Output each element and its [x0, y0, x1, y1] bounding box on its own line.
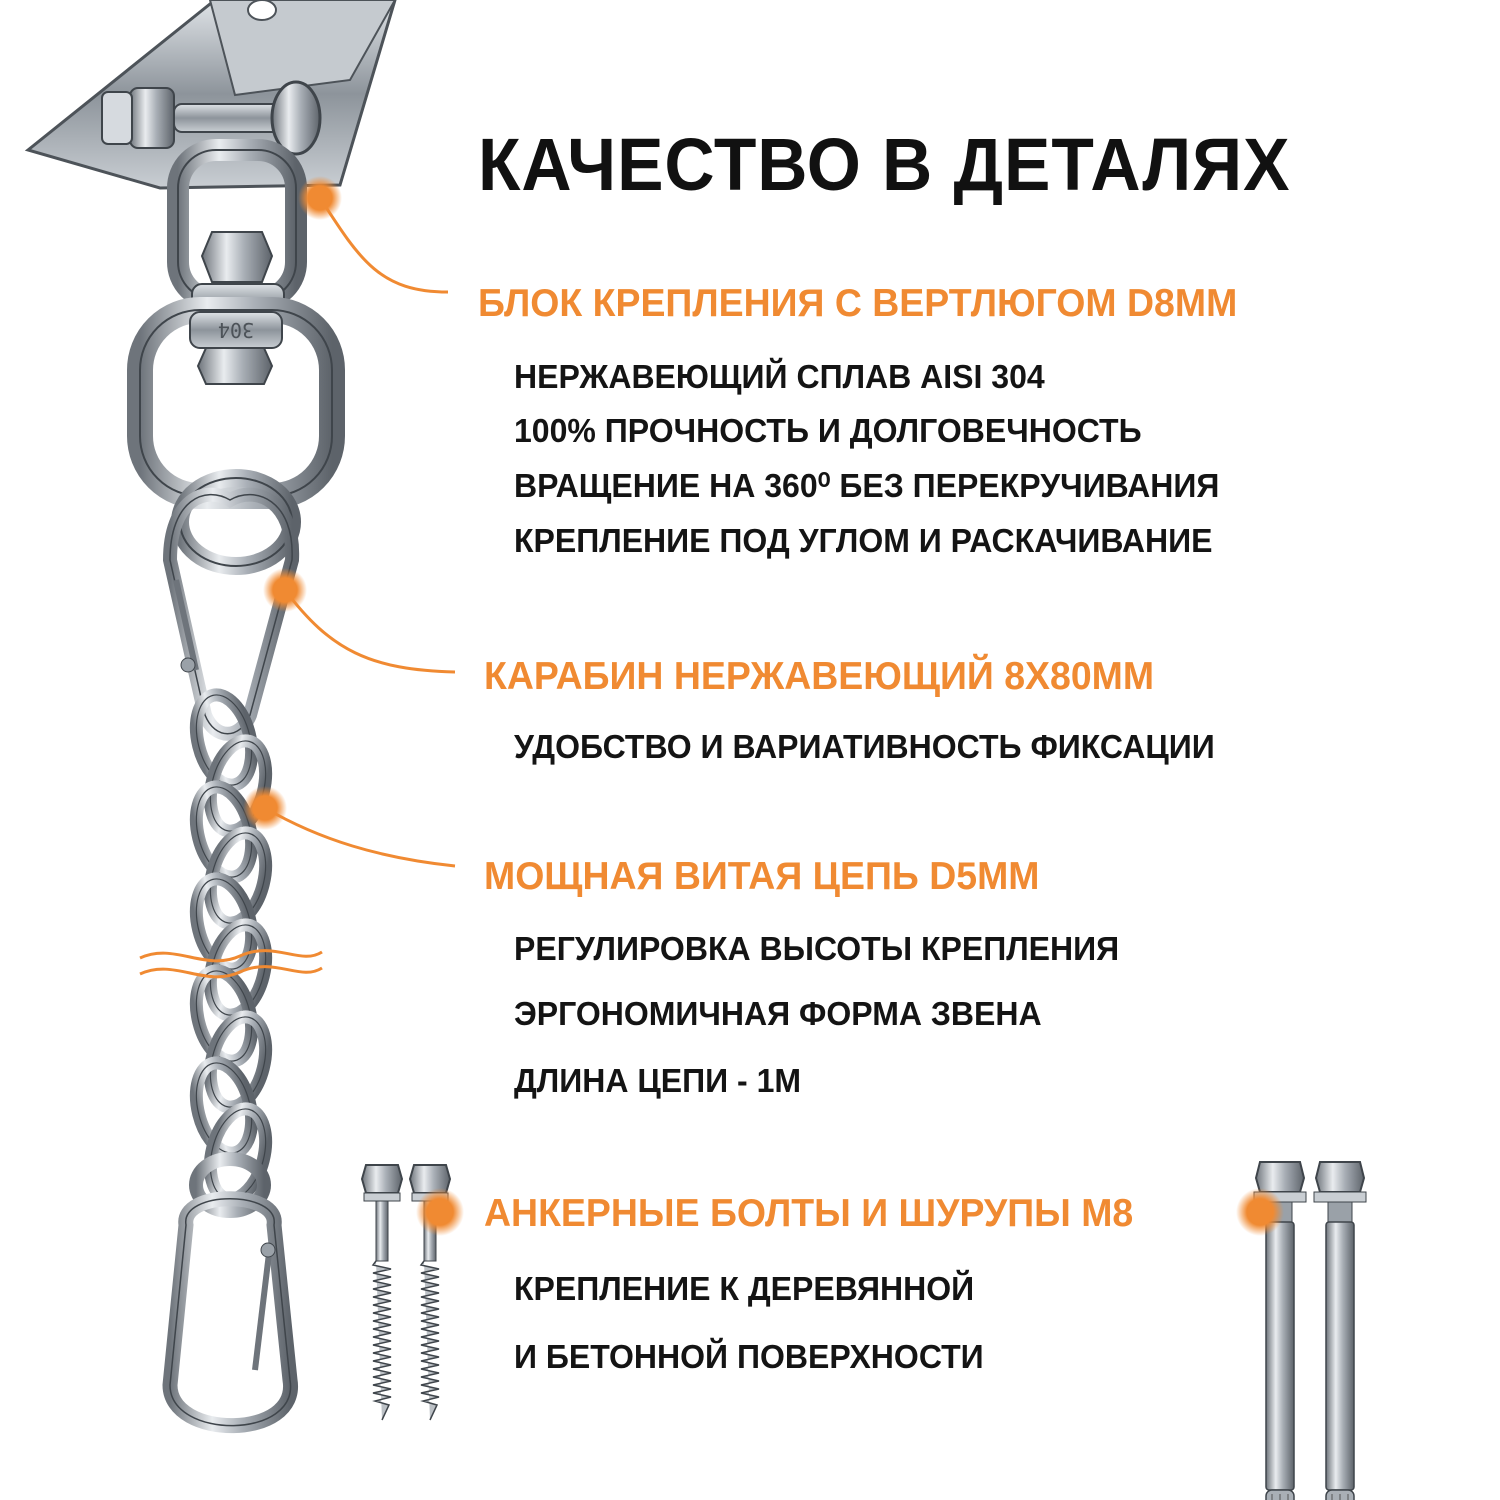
feature-line: ЭРГОНОМИЧНАЯ ФОРМА ЗВЕНА [514, 995, 1042, 1032]
section-title-chain: МОЩНАЯ ВИТАЯ ЦЕПЬ D5ММ [484, 855, 1040, 898]
feature-line: ДЛИНА ЦЕПИ - 1М [514, 1062, 802, 1099]
swivel-marking: 304 [217, 318, 255, 342]
feature-line: И БЕТОННОЙ ПОВЕРХНОСТИ [514, 1338, 984, 1375]
feature-line: ВРАЩЕНИЕ НА 360⁰ БЕЗ ПЕРЕКРУЧИВАНИЯ [514, 467, 1220, 504]
feature-line: УДОБСТВО И ВАРИАТИВНОСТЬ ФИКСАЦИИ [514, 728, 1215, 765]
callout-dot-chain [243, 786, 287, 830]
callout-line-carabiner [285, 590, 455, 672]
section-title-swivel-block: БЛОК КРЕПЛЕНИЯ С ВЕРТЛЮГОМ D8ММ [478, 282, 1238, 325]
callout-dot-bolts [1236, 1188, 1284, 1236]
callout-line-chain [265, 808, 455, 866]
feature-line: НЕРЖАВЕЮЩИЙ СПЛАВ AISI 304 [514, 358, 1045, 395]
feature-line: 100% ПРОЧНОСТЬ И ДОЛГОВЕЧНОСТЬ [514, 412, 1142, 449]
feature-line: КРЕПЛЕНИЕ ПОД УГЛОМ И РАСКАЧИВАНИЕ [514, 522, 1213, 559]
callout-dot-carabiner [263, 568, 307, 612]
section-title-anchors: АНКЕРНЫЕ БОЛТЫ И ШУРУПЫ М8 [484, 1192, 1134, 1235]
callout-dot-swivel [298, 176, 342, 220]
callout-line-swivel [320, 198, 448, 292]
callout-dot-screws [416, 1188, 464, 1236]
page-title: КАЧЕСТВО В ДЕТАЛЯХ [478, 123, 1291, 206]
feature-line: КРЕПЛЕНИЕ К ДЕРЕВЯННОЙ [514, 1270, 975, 1307]
twisted-chain [188, 689, 275, 1205]
feature-line: РЕГУЛИРОВКА ВЫСОТЫ КРЕПЛЕНИЯ [514, 930, 1120, 967]
section-title-carabiner: КАРАБИН НЕРЖАВЕЮЩИЙ 8Х80ММ [484, 655, 1155, 698]
bottom-carabiner [170, 1159, 291, 1426]
